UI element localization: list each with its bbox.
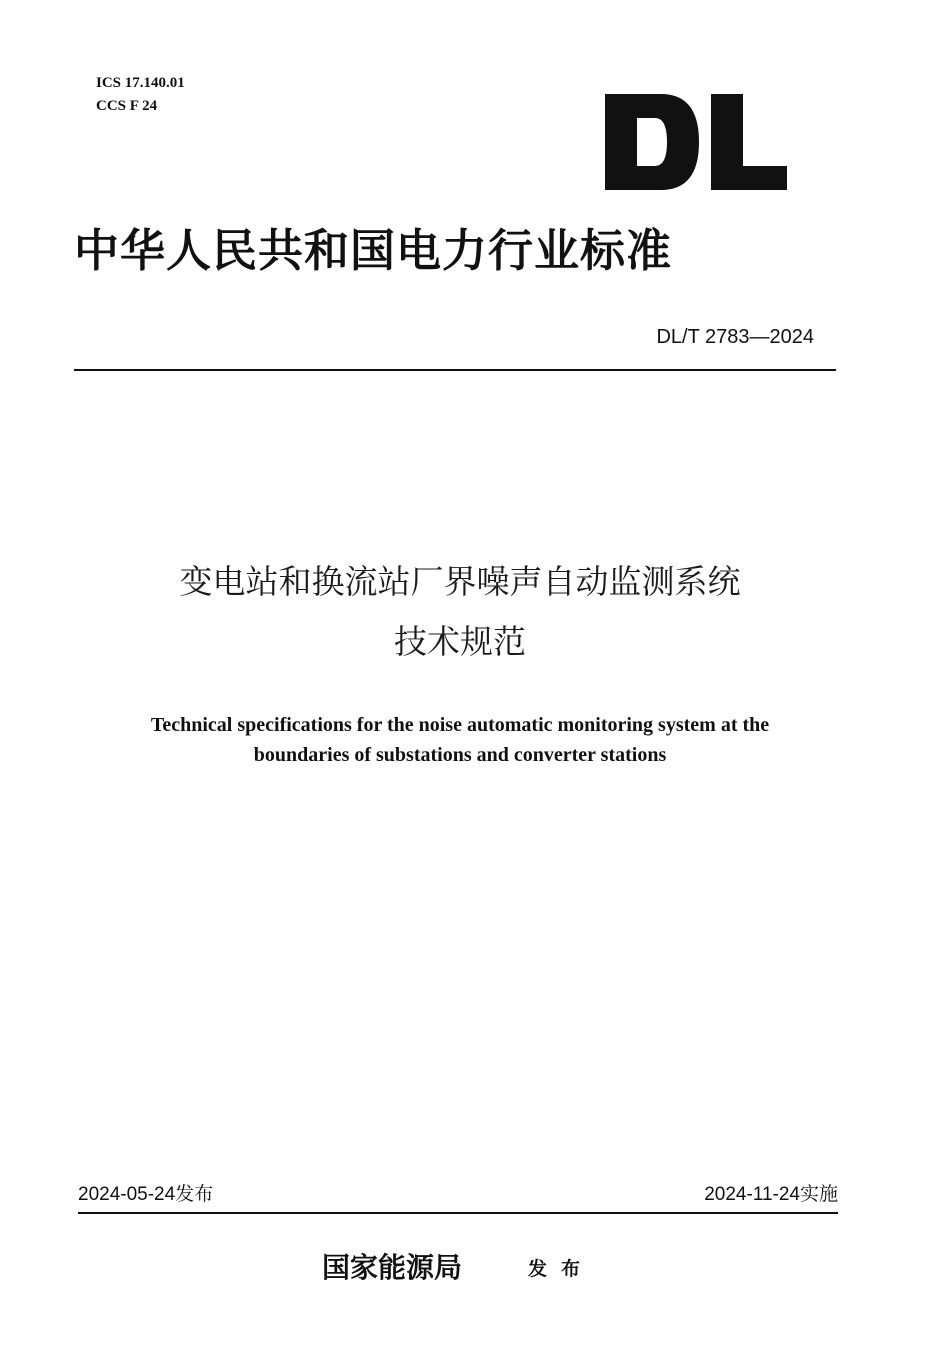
publisher-name: 国家能源局	[322, 1251, 463, 1284]
implementation-date: 2024-11-24实施	[704, 1184, 838, 1205]
publish-label: 发布	[528, 1258, 595, 1280]
dl-logo	[603, 92, 789, 192]
classification-codes	[96, 72, 185, 118]
ccs-code: CCS F 24	[96, 98, 158, 114]
industry-standard-heading: 中华人民共和国电力行业标准	[74, 224, 673, 277]
english-title-line-2: boundaries of substations and converter stations	[253, 744, 667, 766]
issue-date: 2024-05-24发布	[78, 1184, 214, 1205]
top-divider	[74, 369, 836, 371]
chinese-title-line-2: 技术规范	[394, 622, 526, 661]
ics-code: ICS 17.140.01	[96, 75, 185, 91]
dl-logo-graphic	[603, 92, 789, 192]
chinese-title	[60, 552, 860, 672]
chinese-title-line-1: 变电站和换流站厂界噪声自动监测系统	[179, 562, 741, 601]
standard-number: DL/T 2783—2024	[656, 326, 814, 348]
bottom-divider	[78, 1212, 838, 1214]
english-title	[60, 710, 860, 770]
english-title-line-1: Technical specifications for the noise automatic monitoring system at the	[150, 714, 770, 736]
